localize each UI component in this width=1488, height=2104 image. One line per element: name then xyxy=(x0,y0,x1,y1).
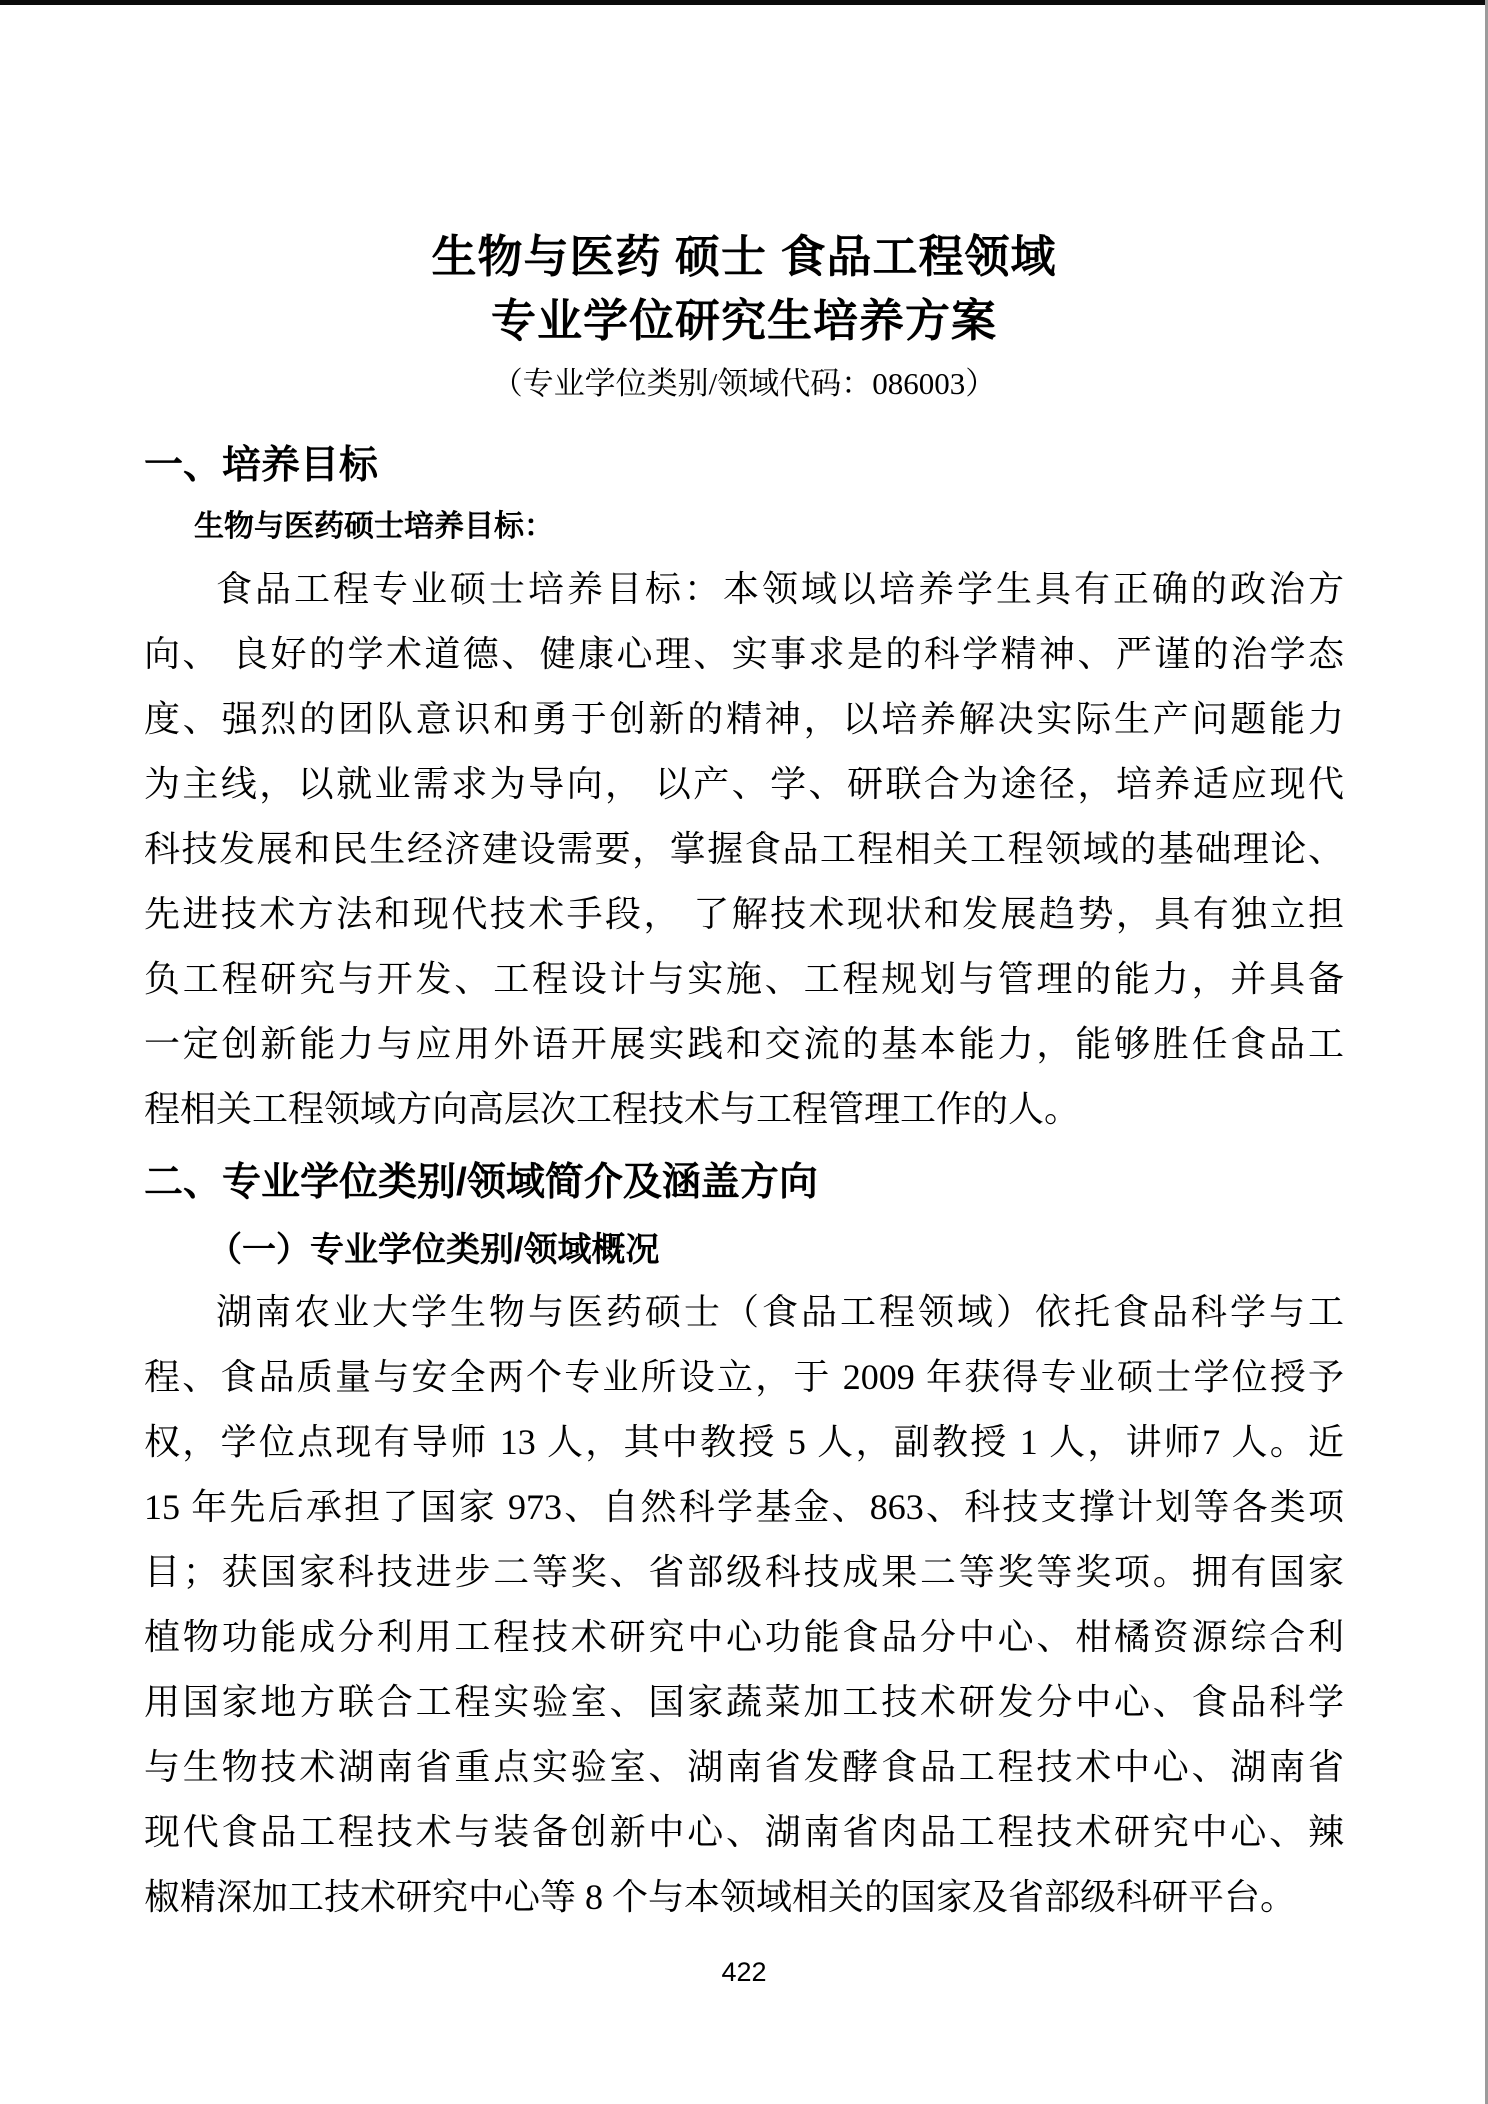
paragraph-line: 现代食品工程技术与装备创新中心、湖南省肉品工程技术研究中心、辣 xyxy=(144,1812,1344,1852)
section-1-subheading: 生物与医药硕士培养目标： xyxy=(194,510,554,543)
paragraph-line: 程、食品质量与安全两个专业所设立，于 2009 年获得专业硕士学位授予 xyxy=(144,1357,1344,1397)
paragraph-line: 一定创新能力与应用外语开展实践和交流的基本能力，能够胜任食品工 xyxy=(144,1024,1344,1064)
scan-edge-top xyxy=(0,0,1488,5)
paragraph-line: 权，学位点现有导师 13 人，其中教授 5 人，副教授 1 人，讲师7 人。近 xyxy=(144,1422,1344,1462)
page-number: 422 xyxy=(721,1957,767,1987)
degree-code-line: （专业学位类别/领域代码：086003） xyxy=(491,366,997,401)
paragraph-line: 与生物技术湖南省重点实验室、湖南省发酵食品工程技术中心、湖南省 xyxy=(144,1747,1344,1787)
section-2-paragraph xyxy=(144,1280,1344,1930)
paragraph-line: 为主线，以就业需求为导向， 以产、学、研联合为途径，培养适应现代 xyxy=(144,764,1344,804)
document-title-line-1: 生物与医药 硕士 食品工程领域 xyxy=(431,231,1057,282)
paragraph-line: 用国家地方联合工程实验室、国家蔬菜加工技术研发分中心、食品科学 xyxy=(144,1682,1344,1722)
paragraph-line: 15 年先后承担了国家 973、自然科学基金、863、科技支撑计划等各类项 xyxy=(144,1487,1344,1527)
paragraph-line: 科技发展和民生经济建设需要，掌握食品工程相关工程领域的基础理论、 xyxy=(144,829,1344,869)
paragraph-line: 目；获国家科技进步二等奖、省部级科技成果二等奖等奖项。拥有国家 xyxy=(144,1552,1344,1592)
paragraph-line: 度、强烈的团队意识和勇于创新的精神，以培养解决实际生产问题能力 xyxy=(144,699,1344,739)
paragraph-line: 椒精深加工技术研究中心等 8 个与本领域相关的国家及省部级科研平台。 xyxy=(144,1877,1297,1917)
paragraph-line: 先进技术方法和现代技术手段， 了解技术现状和发展趋势，具有独立担 xyxy=(144,894,1344,934)
paragraph-line: 植物功能成分利用工程技术研究中心功能食品分中心、柑橘资源综合利 xyxy=(144,1617,1344,1657)
paragraph-line: 负工程研究与开发、工程设计与实施、工程规划与管理的能力，并具备 xyxy=(144,959,1344,999)
paragraph-line: 程相关工程领域方向高层次工程技术与工程管理工作的人。 xyxy=(144,1089,1081,1129)
paragraph-line: 湖南农业大学生物与医药硕士（食品工程领域）依托食品科学与工 xyxy=(216,1292,1344,1332)
section-1-heading: 一、培养目标 xyxy=(144,444,379,487)
section-1-paragraph xyxy=(144,557,1344,1142)
paragraph-line: 向、 良好的学术道德、健康心理、实事求是的科学精神、严谨的治学态 xyxy=(144,634,1344,674)
section-2-heading: 二、专业学位类别/领域简介及涵盖方向 xyxy=(144,1161,818,1204)
section-2-subheading: （一）专业学位类别/领域概况 xyxy=(208,1231,660,1269)
document-title-line-2: 专业学位研究生培养方案 xyxy=(490,295,997,346)
paragraph-line: 食品工程专业硕士培养目标：本领域以培养学生具有正确的政治方 xyxy=(216,569,1344,609)
